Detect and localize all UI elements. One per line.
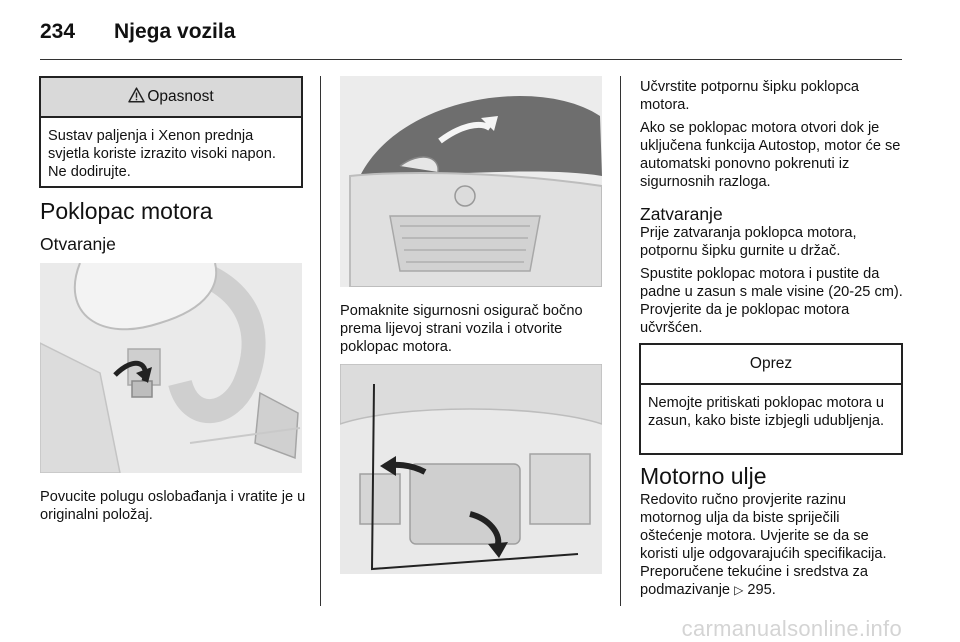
subheading-closing: Zatvaranje bbox=[640, 204, 723, 224]
paragraph-autostop: Ako se poklopac motora otvori dok je uključena funkcija Autostop, motor će se automatski ponovno pokrenuti iz sigurnosnih razloga. bbox=[640, 120, 901, 190]
subheading-opening: Otvaranje bbox=[40, 234, 116, 254]
warning-box bbox=[39, 76, 303, 188]
hood-release-lever-illustration bbox=[40, 263, 302, 473]
paragraph-lower-hood: Spustite poklopac motora i pustite da padne u zasun s male visine (20-25 cm). Provjerite da je poklopac motora učvršćen. bbox=[640, 266, 903, 336]
watermark: carmanualsonline.info bbox=[681, 616, 902, 641]
paragraph-engine-oil bbox=[640, 491, 906, 599]
header-divider bbox=[40, 59, 902, 60]
caption-safety-catch: Pomaknite sigurnosni osigurač bočno prema lijevoj strani vozila i otvorite poklopac motora. bbox=[340, 303, 583, 355]
caption-release-lever: Povucite polugu oslobađanja i vratite je u originalni položaj. bbox=[40, 489, 306, 523]
page-header bbox=[40, 14, 902, 54]
column-divider-left bbox=[320, 76, 321, 606]
warning-box-header bbox=[41, 78, 301, 118]
section-heading-engine-oil: Motorno ulje bbox=[640, 463, 767, 489]
section-heading-hood: Poklopac motora bbox=[40, 198, 213, 224]
paragraph-support-rod: Učvrstite potpornu šipku poklopca motora. bbox=[640, 79, 860, 113]
engine-bay-illustration bbox=[340, 364, 602, 574]
caution-box bbox=[639, 343, 903, 455]
column-divider-right bbox=[620, 76, 621, 606]
warning-title: Opasnost bbox=[147, 88, 214, 105]
paragraph-closing-rod: Prije zatvaranja poklopca motora, potpornu šipku gurnite u držač. bbox=[640, 225, 857, 259]
page-reference[interactable]: 295. bbox=[747, 582, 776, 598]
arrow-reference-icon: ▷ bbox=[734, 583, 744, 597]
warning-triangle-icon bbox=[128, 87, 145, 103]
warning-text: Sustav paljenja i Xenon prednja svjetla koriste izrazito visoki napon. Ne dodirujte. bbox=[48, 128, 276, 180]
paragraph-engine-oil-text: Redovito ručno provjerite razinu motornog ulja da biste spriječili oštećenje motora. Uvjerite se da se koristi ulje odgovarajućih specifikacija. Preporučene tekućine i sredstva za podmazivanje bbox=[640, 492, 887, 598]
caution-text: Nemojte pritiskati poklopac motora u zasun, kako biste izbjegli udubljenja. bbox=[648, 395, 885, 429]
page-number: 234 bbox=[40, 20, 76, 43]
hood-safety-catch-illustration bbox=[340, 76, 602, 287]
page-title: Njega vozila bbox=[114, 20, 236, 43]
caution-box-header: Oprez bbox=[641, 345, 901, 385]
